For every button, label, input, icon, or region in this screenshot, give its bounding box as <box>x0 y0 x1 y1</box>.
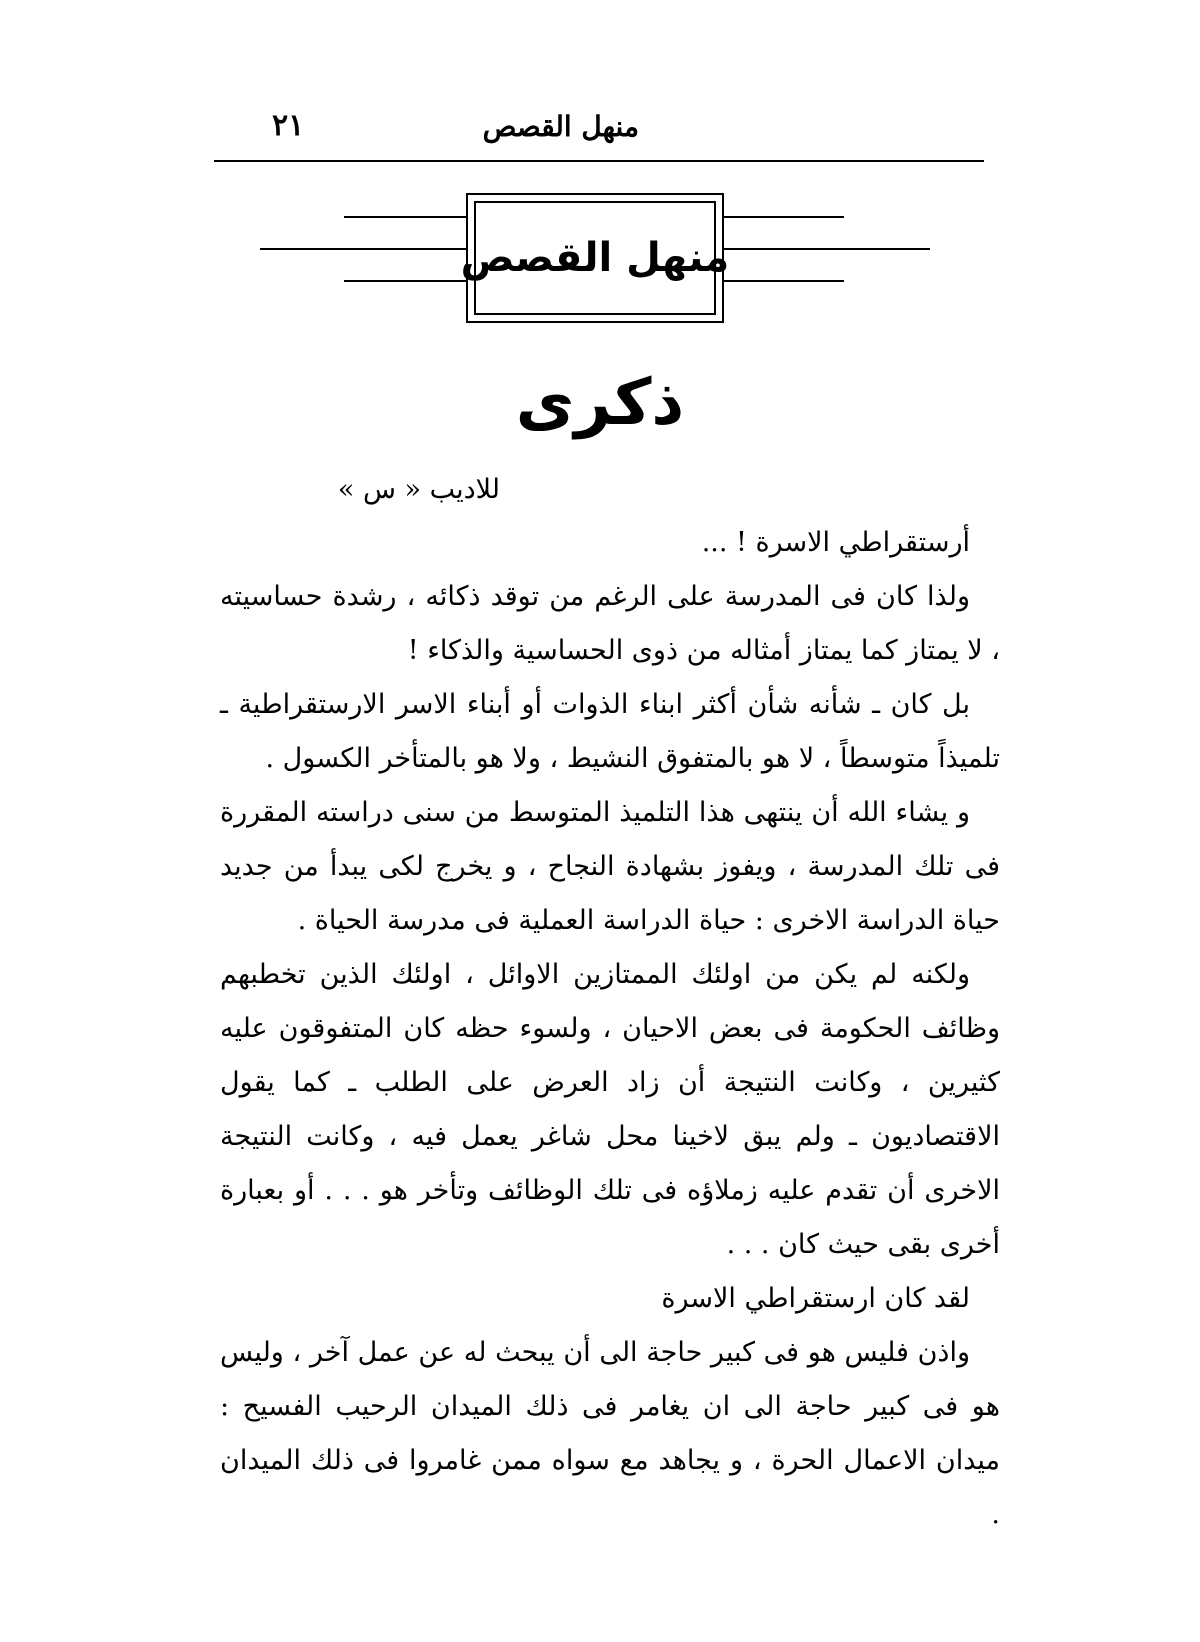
header-rule <box>214 160 984 162</box>
paragraph: ولكنه لم يكن من اولئك الممتازين الاوائل ، اولئك الذين تخطبهم وظائف الحكومة فى بعض الاحيان ، ولسوء حظه كان المتفوقون عليه كثيرين ، وكانت النتيجة أن زاد العرض على الطلب ـ كما يقول الاقتصاديون ـ ولم يبق لاخينا محل شاغر يعمل فيه ، وكانت النتيجة الاخرى أن تقدم عليه زملاؤه فى تلك الوظائف وتأخر هو . . . أو بعبارة أخرى بقى حيث كان . . . <box>220 959 1000 1260</box>
decorative-line <box>344 216 466 218</box>
page-number: ٢١ <box>272 108 305 143</box>
decorative-line <box>344 280 466 282</box>
decorative-line <box>724 216 844 218</box>
paragraph: ولذا كان فى المدرسة على الرغم من توقد ذكائه ، رشدة حساسيته ، لا يمتاز كما يمتاز أمثاله من ذوى الحساسية والذكاء ! <box>220 581 1000 666</box>
article-body <box>220 516 1000 1542</box>
running-header <box>214 104 984 150</box>
column-title-box <box>460 193 730 323</box>
paragraph: واذن فليس هو فى كبير حاجة الى أن يبحث له عن عمل آخر ، وليس هو فى كبير حاجة الى ان يغامر فى ذلك الميدان الرحيب الفسيح : ميدان الاعمال الحرة ، و يجاهد مع سواه ممن غامروا فى ذلك الميدان . <box>220 1337 1000 1530</box>
running-title: منهل القصص <box>482 110 639 143</box>
decorative-line <box>260 248 466 250</box>
author-byline: للاديب « س » <box>337 474 500 505</box>
paragraph: أرستقراطي الاسرة ! ... <box>701 527 970 558</box>
column-name: منهل القصص <box>460 235 730 281</box>
paragraph: و يشاء الله أن ينتهى هذا التلميذ المتوسط من سنى دراسته المقررة فى تلك المدرسة ، ويفوز بشهادة النجاح ، و يخرج لكى يبدأ من جديد حياة الدراسة الاخرى : حياة الدراسة العملية فى مدرسة الحياة . <box>220 797 1000 936</box>
article-title: ذكرى <box>515 366 685 440</box>
decorative-line <box>724 248 930 250</box>
decorative-line <box>724 280 844 282</box>
paragraph: لقد كان ارستقراطي الاسرة <box>661 1283 970 1314</box>
paragraph: بل كان ـ شأنه شأن أكثر ابناء الذوات أو أبناء الاسر الارستقراطية ـ تلميذاً متوسطاً ، لا هو بالمتفوق النشيط ، ولا هو بالمتأخر الكسول . <box>220 689 1000 774</box>
column-title-frame <box>460 201 730 315</box>
